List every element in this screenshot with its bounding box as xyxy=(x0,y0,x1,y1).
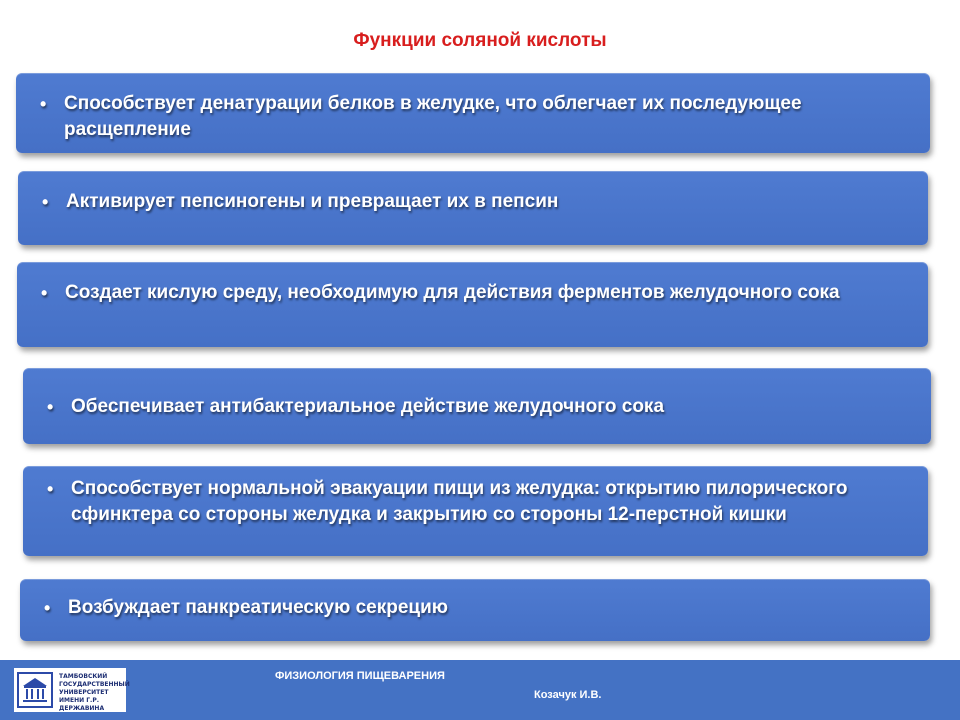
university-name: ТАМБОВСКИЙ ГОСУДАРСТВЕННЫЙ УНИВЕРСИТЕТ ИМЕНИ Г.Р. ДЕРЖАВИНА xyxy=(59,673,130,712)
function-text: Возбуждает панкреатическую секрецию xyxy=(68,597,448,618)
function-box-5 xyxy=(23,466,928,556)
bullet-icon: • xyxy=(40,94,47,114)
university-logo xyxy=(14,668,130,712)
bullet-icon: • xyxy=(42,192,49,212)
function-text: Активирует пепсиногены и превращает их в пепсин xyxy=(66,191,559,212)
bullet-icon: • xyxy=(41,283,48,303)
function-text: Обеспечивает антибактериальное действие желудочного сока xyxy=(71,396,665,417)
function-box-3 xyxy=(17,262,928,347)
footer-bar xyxy=(0,660,960,720)
function-text: Способствует денатурации белков в желудке, что облегчает их последующее расщепление xyxy=(64,93,802,140)
function-text: Создает кислую среду, необходимую для действия ферментов желудочного сока xyxy=(65,282,840,303)
footer-author: Козачук И.В. xyxy=(534,689,602,701)
footer-subject: ФИЗИОЛОГИЯ ПИЩЕВАРЕНИЯ xyxy=(275,670,445,682)
bullet-icon: • xyxy=(44,598,51,618)
function-box-4 xyxy=(23,368,931,444)
function-box-1 xyxy=(16,73,930,153)
bullet-icon: • xyxy=(47,479,54,499)
function-box-6 xyxy=(20,579,930,641)
function-text: Способствует нормальной эвакуации пищи из желудка: открытию пилорического сфинктера со стороны желудка и закрытию со стороны 12-перстной кишки xyxy=(71,478,848,525)
bullet-icon: • xyxy=(47,397,54,417)
university-building-icon xyxy=(17,672,53,708)
function-box-2 xyxy=(18,171,928,245)
slide-title: Функции соляной кислоты xyxy=(353,30,607,51)
